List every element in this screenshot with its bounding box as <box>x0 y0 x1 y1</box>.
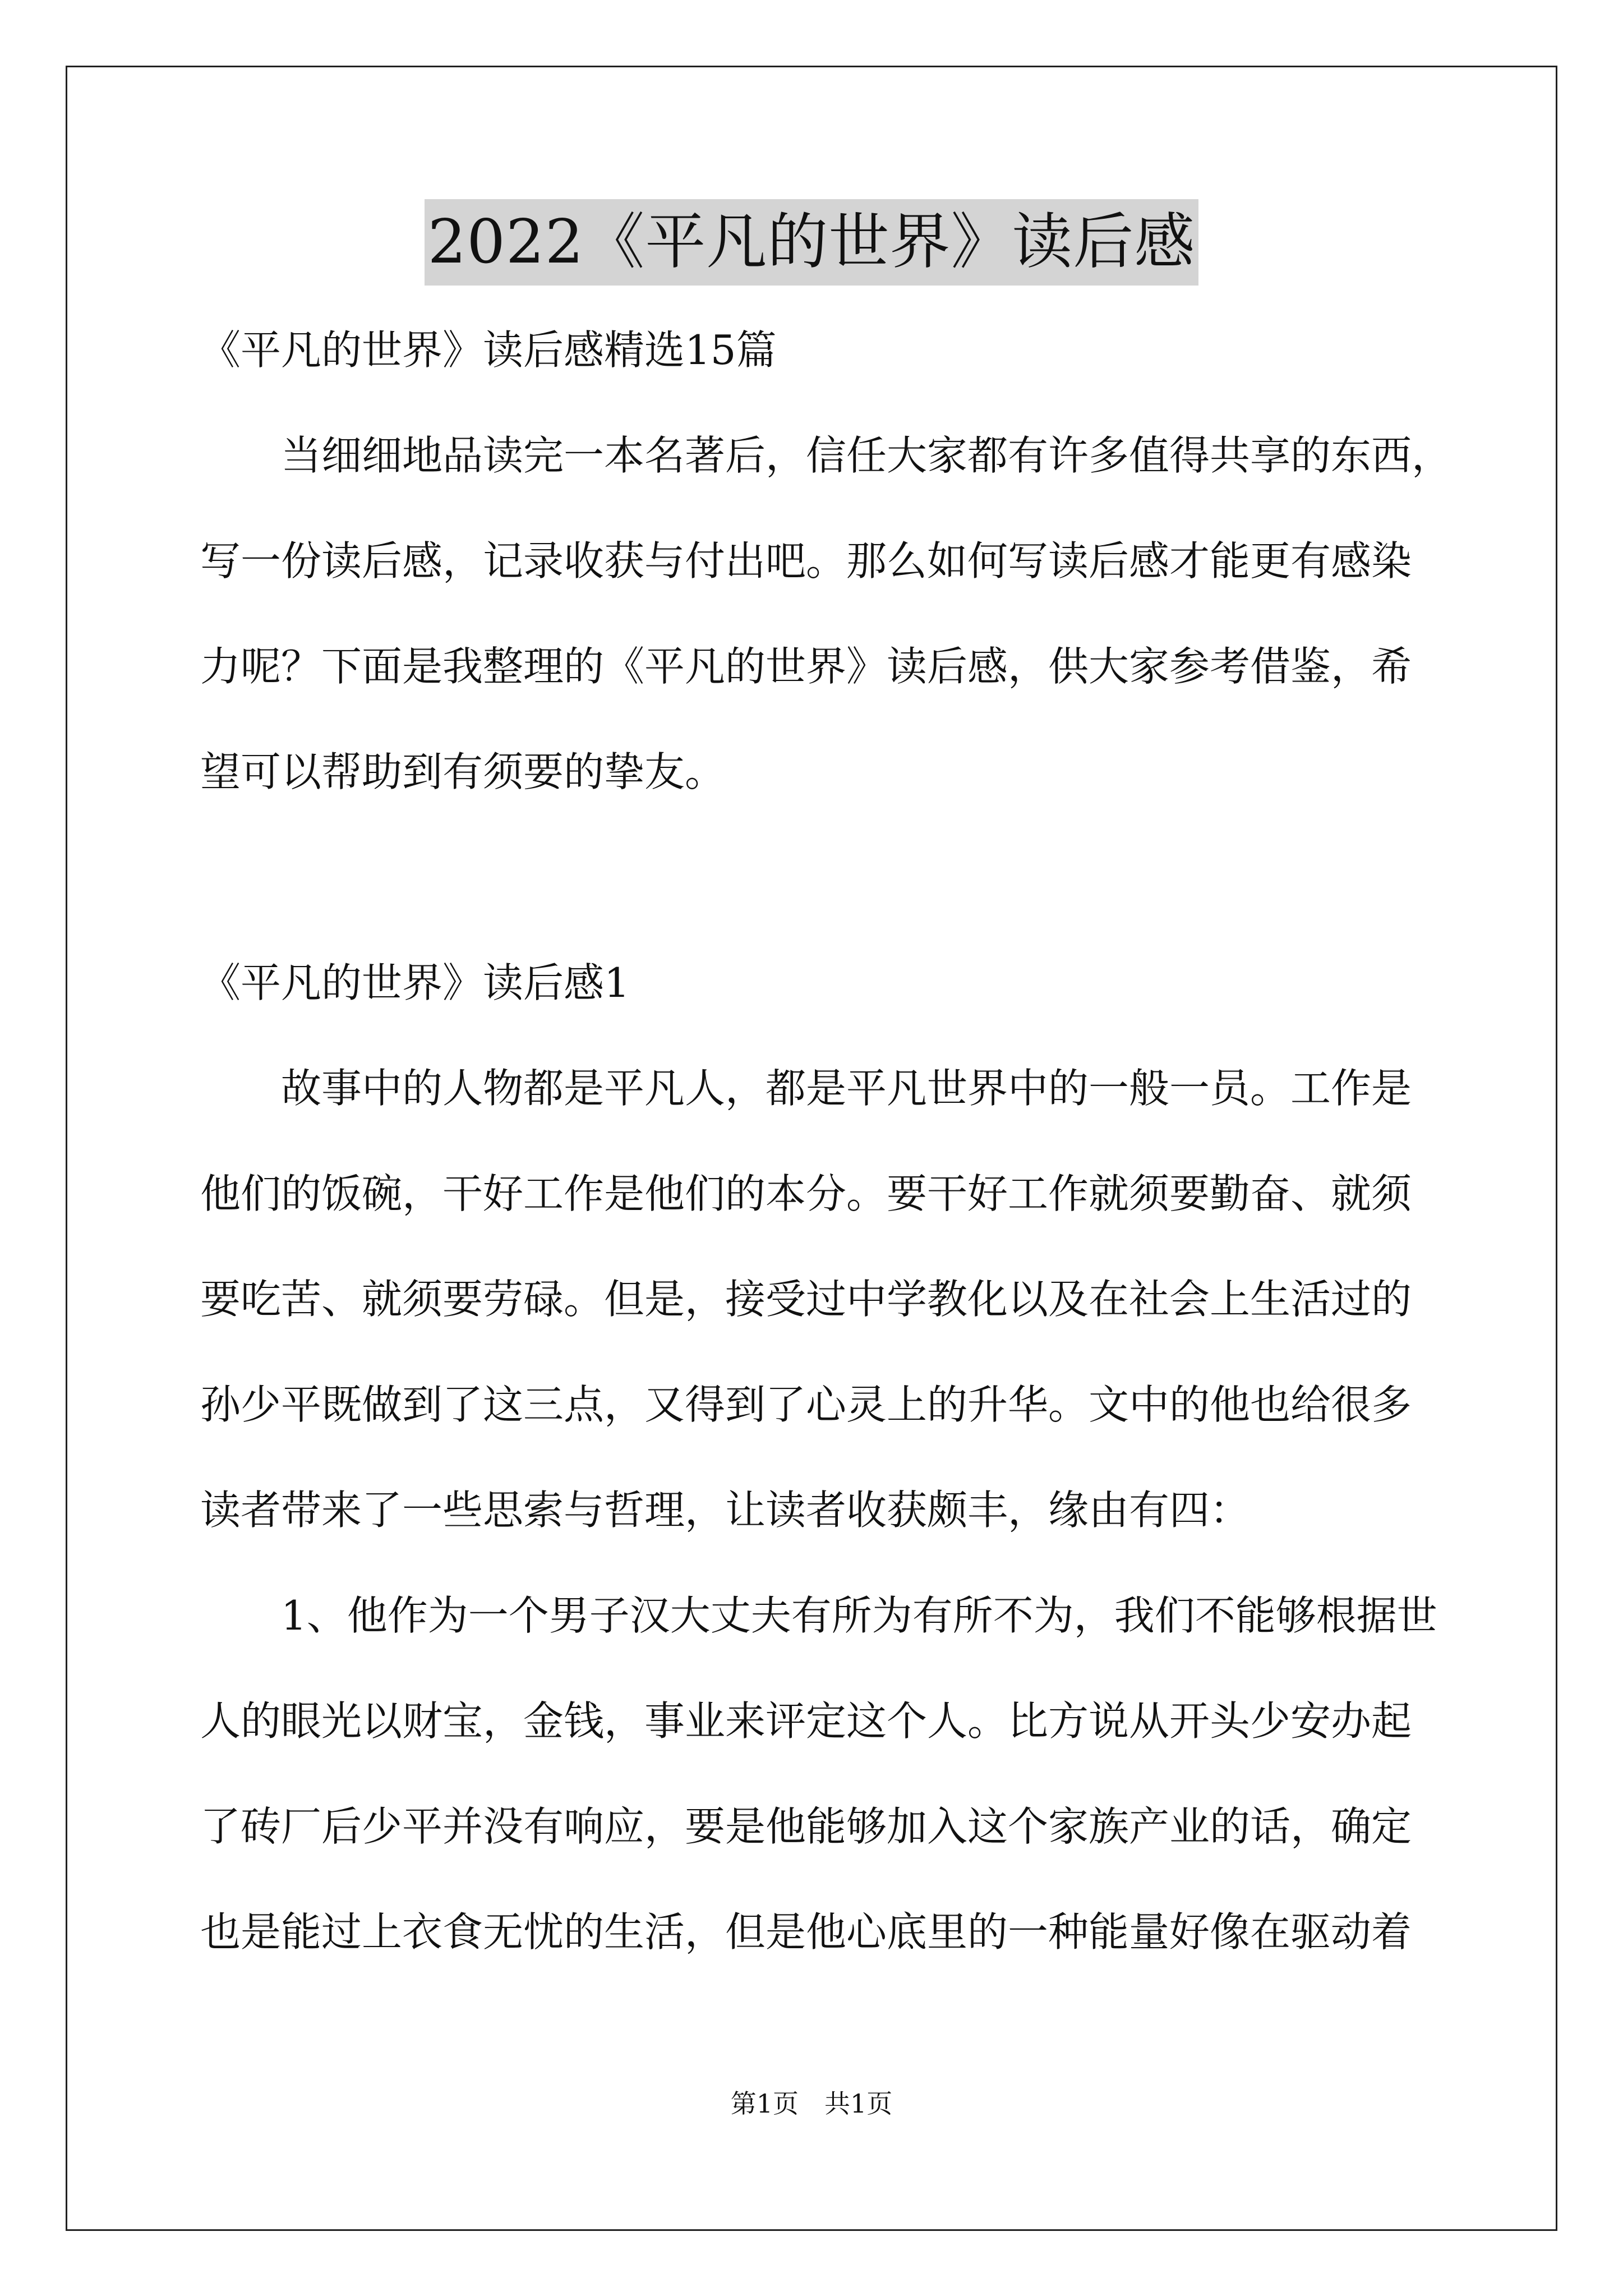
paragraph1-line: 他们的饭碗，干好工作是他们的本分。要干好工作就须要勤奋、就须 <box>200 1170 1412 1217</box>
paragraph1-line: 故事中的人物都是平凡人，都是平凡世界中的一般一员。工作是 <box>281 1065 1412 1112</box>
paragraph2-line: 1、他作为一个男子汉大丈夫有所为有所不为，我们不能够根据世 <box>281 1592 1437 1639</box>
intro-line: 望可以帮助到有须要的挚友。 <box>200 748 726 795</box>
paragraph2-line: 人的眼光以财宝，金钱，事业来评定这个人。比方说从开头少安办起 <box>200 1697 1412 1745</box>
document-body <box>200 297 1453 1985</box>
paragraph2-line: 也是能过上衣食无忧的生活，但是他心底里的一种能量好像在驱动着 <box>200 1908 1412 1955</box>
paragraph-gap <box>200 825 1434 930</box>
paragraph2-line: 了砖厂后少平并没有响应，要是他能够加入这个家族产业的话，确定 <box>200 1803 1412 1850</box>
section-heading: 《平凡的世界》读后感1 <box>200 959 630 1006</box>
title-container <box>0 199 1623 286</box>
page-footer: 第1页 共1页 <box>730 2088 893 2119</box>
document-subtitle: 《平凡的世界》读后感精选15篇 <box>200 326 777 374</box>
paragraph1-line: 读者带来了一些思索与哲理，让读者收获颇丰，缘由有四： <box>200 1487 1251 1534</box>
intro-line: 力呢？下面是我整理的《平凡的世界》读后感，供大家参考借鉴，希 <box>200 643 1412 690</box>
intro-line: 当细细地品读完一本名著后，信任大家都有许多值得共享的东西， <box>281 432 1453 479</box>
intro-line: 写一份读后感，记录收获与付出吧。那么如何写读后感才能更有感染 <box>200 537 1412 585</box>
document-title: 2022《平凡的世界》读后感 <box>425 199 1199 286</box>
paragraph1-line: 孙少平既做到了这三点，又得到了心灵上的升华。文中的他也给很多 <box>200 1381 1412 1428</box>
paragraph1-line: 要吃苦、就须要劳碌。但是，接受过中学教化以及在社会上生活过的 <box>200 1276 1412 1323</box>
